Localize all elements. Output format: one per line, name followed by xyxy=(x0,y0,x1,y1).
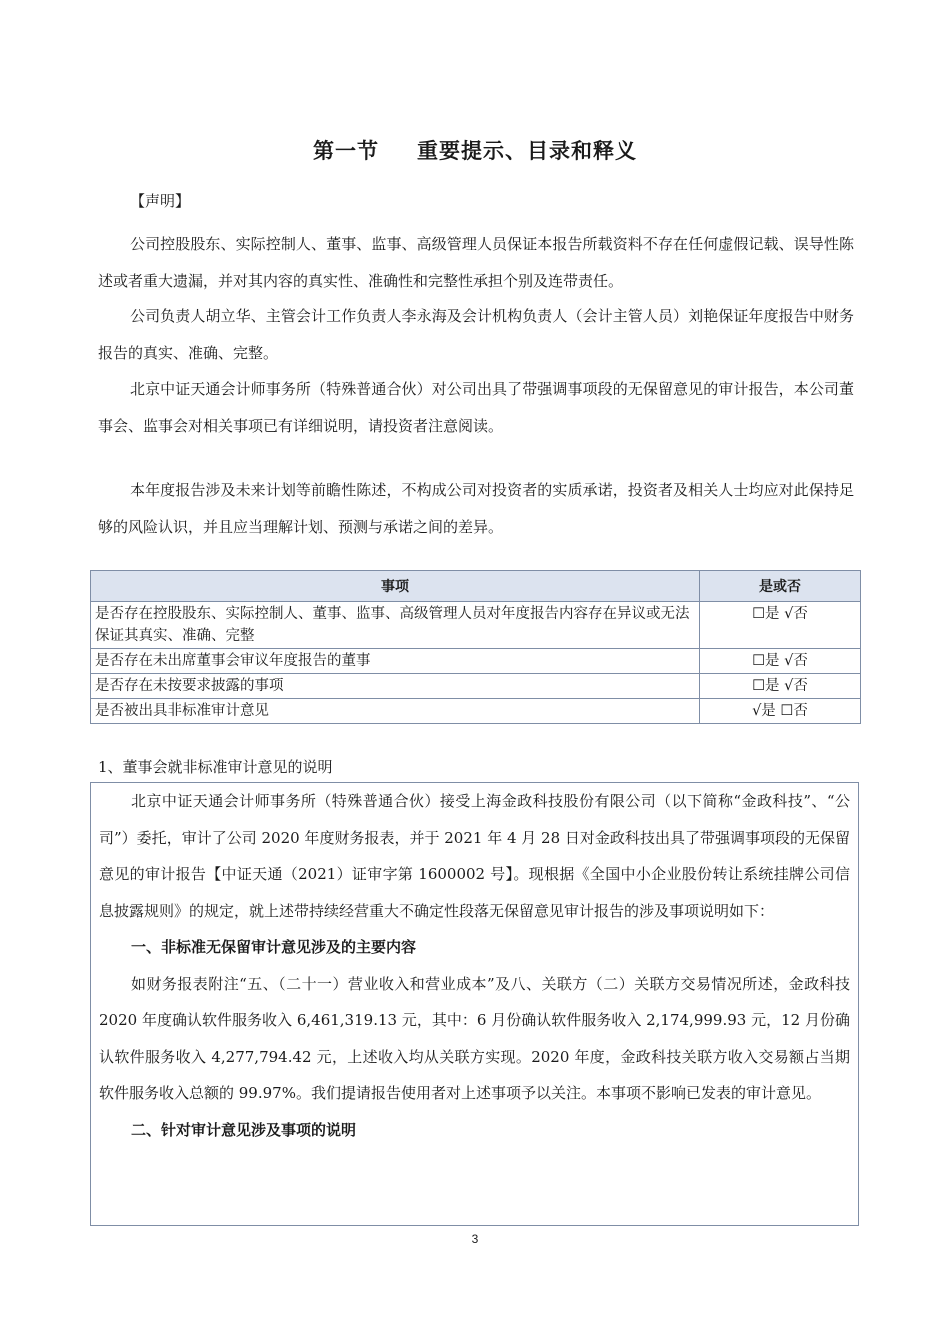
paragraph-responsible-persons: 公司负责人胡立华、主管会计工作负责人李永海及会计机构负责人（会计主管人员）刘艳保证年度报告中财务报告的真实、准确、完整。 xyxy=(98,307,854,362)
section-number: 第一节 xyxy=(313,139,379,163)
paragraph-forward-looking: 本年度报告涉及未来计划等前瞻性陈述，不构成公司对投资者的实质承诺，投资者及相关人士均应对此保持足够的风险认识，并且应当理解计划、预测与承诺之间的差异。 xyxy=(98,481,854,536)
note-box xyxy=(90,782,859,1226)
items-table xyxy=(90,570,861,724)
header-yes-no: 是或否 xyxy=(700,571,861,602)
row-answer: ☐是 √否 xyxy=(700,649,861,674)
note-intro: 北京中证天通会计师事务所（特殊普通合伙）接受上海金政科技股份有限公司（以下简称“金政科技”、“公司”）委托，审计了公司 2020 年度财务报表，并于 2021 年 4 月 28 日对金政科技出具了带强调事项段的无保留意见的审计报告【中证天通（2021）证审字第 1600002 号】。现根据《全国中小企业股份转让系统挂牌公司信息披露规则》的规定，就上述带持续经营重大不确定性段落无保留意见审计报告的涉及事项说明如下： xyxy=(99,792,850,920)
table-row xyxy=(91,649,861,674)
table-row xyxy=(91,699,861,724)
page-title xyxy=(0,135,950,165)
row-item: 是否存在未出席董事会审议年度报告的董事 xyxy=(91,649,700,674)
row-answer: ☐是 √否 xyxy=(700,602,861,649)
table-row xyxy=(91,674,861,699)
row-item: 是否存在未按要求披露的事项 xyxy=(91,674,700,699)
table-row xyxy=(91,602,861,649)
note-body-1: 如财务报表附注“五、（二十一）营业收入和营业成本”及八、关联方（二）关联方交易情况所述，金政科技 2020 年度确认软件服务收入 6,461,319.13 元，其中：6 月份确认软件服务收入 2,174,999.93 元，12 月份确认软件服务收入 4,277,794.42 元，上述收入均从关联方实现。2020 年度，金政科技关联方收入交易额占当期软件服务收入总额的 99.97%。我们提请报告使用者对上述事项予以关注。本事项不影响已发表的审计意见。 xyxy=(99,974,850,1102)
note-heading-2: 二、针对审计意见涉及事项的说明 xyxy=(131,1120,357,1139)
note-title: 1、董事会就非标准审计意见的说明 xyxy=(98,758,333,776)
header-item: 事项 xyxy=(91,571,700,602)
row-item: 是否存在控股股东、实际控制人、董事、监事、高级管理人员对年度报告内容存在异议或无法保证其真实、准确、完整 xyxy=(91,602,700,649)
note-heading-1: 一、非标准无保留审计意见涉及的主要内容 xyxy=(131,938,417,956)
row-item: 是否被出具非标准审计意见 xyxy=(91,699,700,724)
paragraph-guarantee: 公司控股股东、实际控制人、董事、监事、高级管理人员保证本报告所载资料不存在任何虚假记载、误导性陈述或者重大遗漏，并对其内容的真实性、准确性和完整性承担个别及连带责任。 xyxy=(98,235,854,290)
paragraph-auditor: 北京中证天通会计师事务所（特殊普通合伙）对公司出具了带强调事项段的无保留意见的审计报告，本公司董事会、监事会对相关事项已有详细说明，请投资者注意阅读。 xyxy=(98,380,854,435)
table-header-row xyxy=(91,571,861,602)
section-title: 重要提示、目录和释义 xyxy=(417,139,637,163)
row-answer: √是 ☐否 xyxy=(700,699,861,724)
declaration-label: 【声明】 xyxy=(130,192,191,210)
row-answer: ☐是 √否 xyxy=(700,674,861,699)
page-number: 3 xyxy=(471,1232,479,1246)
